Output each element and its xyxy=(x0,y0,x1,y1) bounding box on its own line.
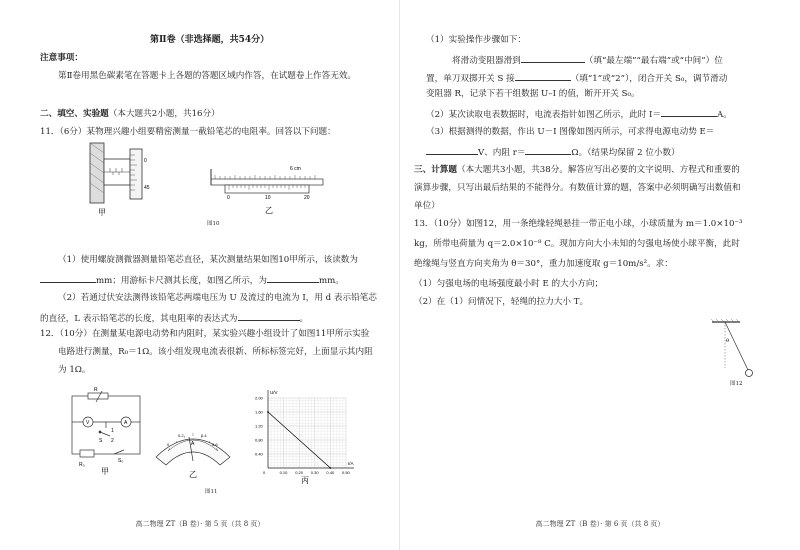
switch-contact-2: 2 xyxy=(111,438,114,444)
answer-blank-caliper[interactable] xyxy=(267,273,319,283)
switch-S0-label: S₀ xyxy=(118,458,124,464)
y-tick-label: 1.60 xyxy=(255,409,263,415)
q13-line2: kg，所带电荷量为 q＝2.0×10⁻⁸ C。现加方向大小未知的匀强电场使小球平衡，此时 xyxy=(414,239,740,249)
q11-part2-end: 。 xyxy=(299,314,309,324)
caliper-label-10: 10 xyxy=(265,195,271,201)
circuit-label-R: R xyxy=(94,387,98,393)
q11-part1-line1: （1）使用螺旋测微器测量铅笔芯直径，某次测量结果如图10甲所示，该读数为 xyxy=(58,255,358,265)
y-axis-label: U/V xyxy=(270,390,278,395)
right-footer: 高二物理 ZT（B 卷）· 第 6 页（共 8 页） xyxy=(535,520,665,528)
part3-heading-line xyxy=(414,165,740,176)
r-step-line1 xyxy=(452,53,723,67)
r-part3-text-a: V、内阻 r＝ xyxy=(478,148,526,158)
q11-part2-line2 xyxy=(40,311,308,325)
r-step-heading: （1）实验操作步骤如下： xyxy=(426,35,526,45)
y-tick-label: 2.00 xyxy=(255,395,263,401)
q11-part1-text-a: mm；用游标卡尺测其长度，如图乙所示，为 xyxy=(96,276,267,286)
r-part3-text-b: Ω。（结果均保留 2 位小数） xyxy=(571,148,680,158)
switch-contact-1: 1 xyxy=(111,428,114,434)
chart-caption: 丙 xyxy=(301,476,309,485)
resistor-R0-label: R₀ xyxy=(79,462,85,468)
y-tick-label: 1.20 xyxy=(255,423,263,429)
q12-line2: 电路进行测量，R₀＝1Ω。该小组发现电流表很新、所标标签完好，上面显示其内阻 xyxy=(58,347,373,357)
x-axis-label: I/A xyxy=(348,461,354,466)
micrometer-label-0: 0 xyxy=(144,158,147,164)
caliper-label-0: 0 xyxy=(227,195,230,201)
answer-blank-current[interactable] xyxy=(661,107,717,117)
meter-tick-0.2: 0.2 xyxy=(178,433,184,438)
q11-intro: 11．（6分）某物理兴趣小组要精密测量一截铅笔芯的电阻率。回答以下问题： xyxy=(40,127,336,137)
part2-heading: 二、填空、实验题 xyxy=(40,109,109,119)
figure-11-caption: 图11 xyxy=(205,489,218,495)
r-part2-unit: A。 xyxy=(717,110,732,120)
caliper-caption: 乙 xyxy=(265,206,273,215)
series-point xyxy=(330,467,332,469)
switch-label-S: S xyxy=(99,438,103,444)
figure-11-meter xyxy=(148,415,238,480)
q13-line3: 绝缘绳与竖直方向夹角为 θ＝30°，重力加速度取 g＝10m/s²。求： xyxy=(414,259,673,269)
r-part3-line2 xyxy=(426,145,680,159)
y-tick-label: 0.80 xyxy=(255,437,263,443)
figure-10-caliper xyxy=(205,159,330,219)
caliper-label-20: 20 xyxy=(304,195,310,201)
right-page xyxy=(400,0,800,550)
figure-12-caption: 图12 xyxy=(730,381,743,387)
meter-unit: A xyxy=(191,441,195,447)
series-point xyxy=(267,411,269,413)
meter-tick-0.4: 0.4 xyxy=(201,433,207,438)
x-tick-label: 0.30 xyxy=(310,470,319,475)
q11-part2-text: 的直径，L 表示铅笔芯的长度，其电阻率的表达式为 xyxy=(40,314,238,324)
r-step1-text-b: （填“最左端”“最右端”或“中间”）位 xyxy=(584,56,723,66)
x-tick-label: 0.50 xyxy=(342,470,350,475)
part3-line3: 单位） xyxy=(414,201,440,211)
r-part2-text: （2）某次读取电表数据时，电流表指针如图乙所示，此时 I＝ xyxy=(426,110,662,120)
answer-blank-resistance[interactable] xyxy=(525,145,571,155)
chart-grid xyxy=(268,398,346,468)
q11-part2-line1: （2）若通过伏安法测得该铅笔芯两端电压为 U 及流过的电流为 I，用 d 表示铅笔芯 xyxy=(58,293,377,303)
angle-label: θ xyxy=(726,338,730,344)
answer-blank-emf[interactable] xyxy=(426,145,478,155)
r-part2-line xyxy=(426,107,732,121)
answer-blank-resistivity[interactable] xyxy=(238,311,300,321)
figure-11-circuit xyxy=(66,387,146,477)
answer-blank-switch[interactable] xyxy=(515,71,571,81)
q12-line3: 为 1Ω。 xyxy=(58,365,91,375)
q13-line1: 13．（10分）如图12，用一条绝缘轻绳悬挂一带正电小球，小球质量为 m＝1.0×10⁻³ xyxy=(414,219,743,229)
figure-10-micrometer xyxy=(88,141,178,221)
notice-text: 第Ⅱ卷用黑色碳素笔在答题卡上各题的答题区域内作答，在试题卷上作答无效。 xyxy=(58,71,357,81)
figure-11-chart xyxy=(244,384,364,484)
circuit-caption: 甲 xyxy=(101,467,109,476)
micrometer-label-45: 45 xyxy=(144,185,150,191)
answer-blank-micrometer[interactable] xyxy=(40,273,96,283)
r-step2-text-b: （填“1”或“2”），闭合开关 S₀，调节滑动 xyxy=(570,74,728,84)
r-step-line2 xyxy=(426,71,727,85)
notice-heading: 注意事项： xyxy=(40,53,83,63)
q12-line1: 12．（10分）在测量某电源电动势和内阻时，某实验兴趣小组设计了如图11甲所示实验 xyxy=(40,329,370,339)
x-tick-label: 0.10 xyxy=(279,470,288,475)
q11-part1-line2 xyxy=(40,273,344,287)
figure-12-pendulum xyxy=(710,318,760,388)
figure-10-caption: 图10 xyxy=(207,221,220,227)
answer-blank-slider-position[interactable] xyxy=(521,53,585,63)
micrometer-caption: 甲 xyxy=(98,208,106,217)
caliper-unit: 6 cm xyxy=(290,166,301,172)
q13-sub2: （2）在（1）问情况下，轻绳的拉力大小 T。 xyxy=(414,297,589,307)
part3-line2: 演算步骤，只写出最后结果的不能得分。有数值计算的题，答案中必须明确写出数值和 xyxy=(414,183,741,193)
meter-tick-0.6: 0.6 xyxy=(212,442,218,447)
left-footer: 高二物理 ZT（B 卷）· 第 5 页（共 8 页） xyxy=(135,520,265,528)
ammeter-label: A xyxy=(124,420,128,426)
charged-ball xyxy=(746,370,753,377)
chart-axes xyxy=(268,390,354,468)
x-tick-label: 0.20 xyxy=(295,470,303,475)
section-title: 第Ⅱ卷（非选择题，共54分） xyxy=(150,35,270,45)
part2-heading-line xyxy=(40,109,220,120)
x-tick-label: 0.40 xyxy=(326,470,335,475)
part2-meta: （本大题共2小题，共16分） xyxy=(108,109,220,119)
string xyxy=(725,322,748,370)
chart-ticks xyxy=(255,396,351,486)
y-tick-label: 0.40 xyxy=(255,451,263,457)
ui-chart xyxy=(244,384,364,484)
r-step1-text-a: 将滑动变阻器滑到 xyxy=(452,56,521,66)
voltmeter-label: V xyxy=(86,420,90,426)
r-step-line3: 变阻器 R，记录下若干组数据 U–I 的值，断开开关 S₀。 xyxy=(426,89,640,99)
meter-tick-0: 0 xyxy=(167,442,170,447)
r-step2-text-a: 置，单刀双掷开关 S 接 xyxy=(426,74,515,84)
q11-part1-text-b: mm。 xyxy=(319,276,344,286)
part3-heading: 三、计算题 xyxy=(414,165,457,175)
x-tick-label: 0 xyxy=(263,470,266,475)
r-part3-line1: （3）根据测得的数据，作出 U－I 图像如图丙所示，可求得电源电动势 E＝ xyxy=(426,127,715,137)
part3-meta: （本大题共3小题，共38分。解答应写出必要的文字说明、方程式和重要的 xyxy=(456,165,740,175)
meter-caption: 乙 xyxy=(189,470,197,479)
q13-sub1: （1）匀强电场的电场强度最小时 E 的大小方向； xyxy=(414,279,604,289)
